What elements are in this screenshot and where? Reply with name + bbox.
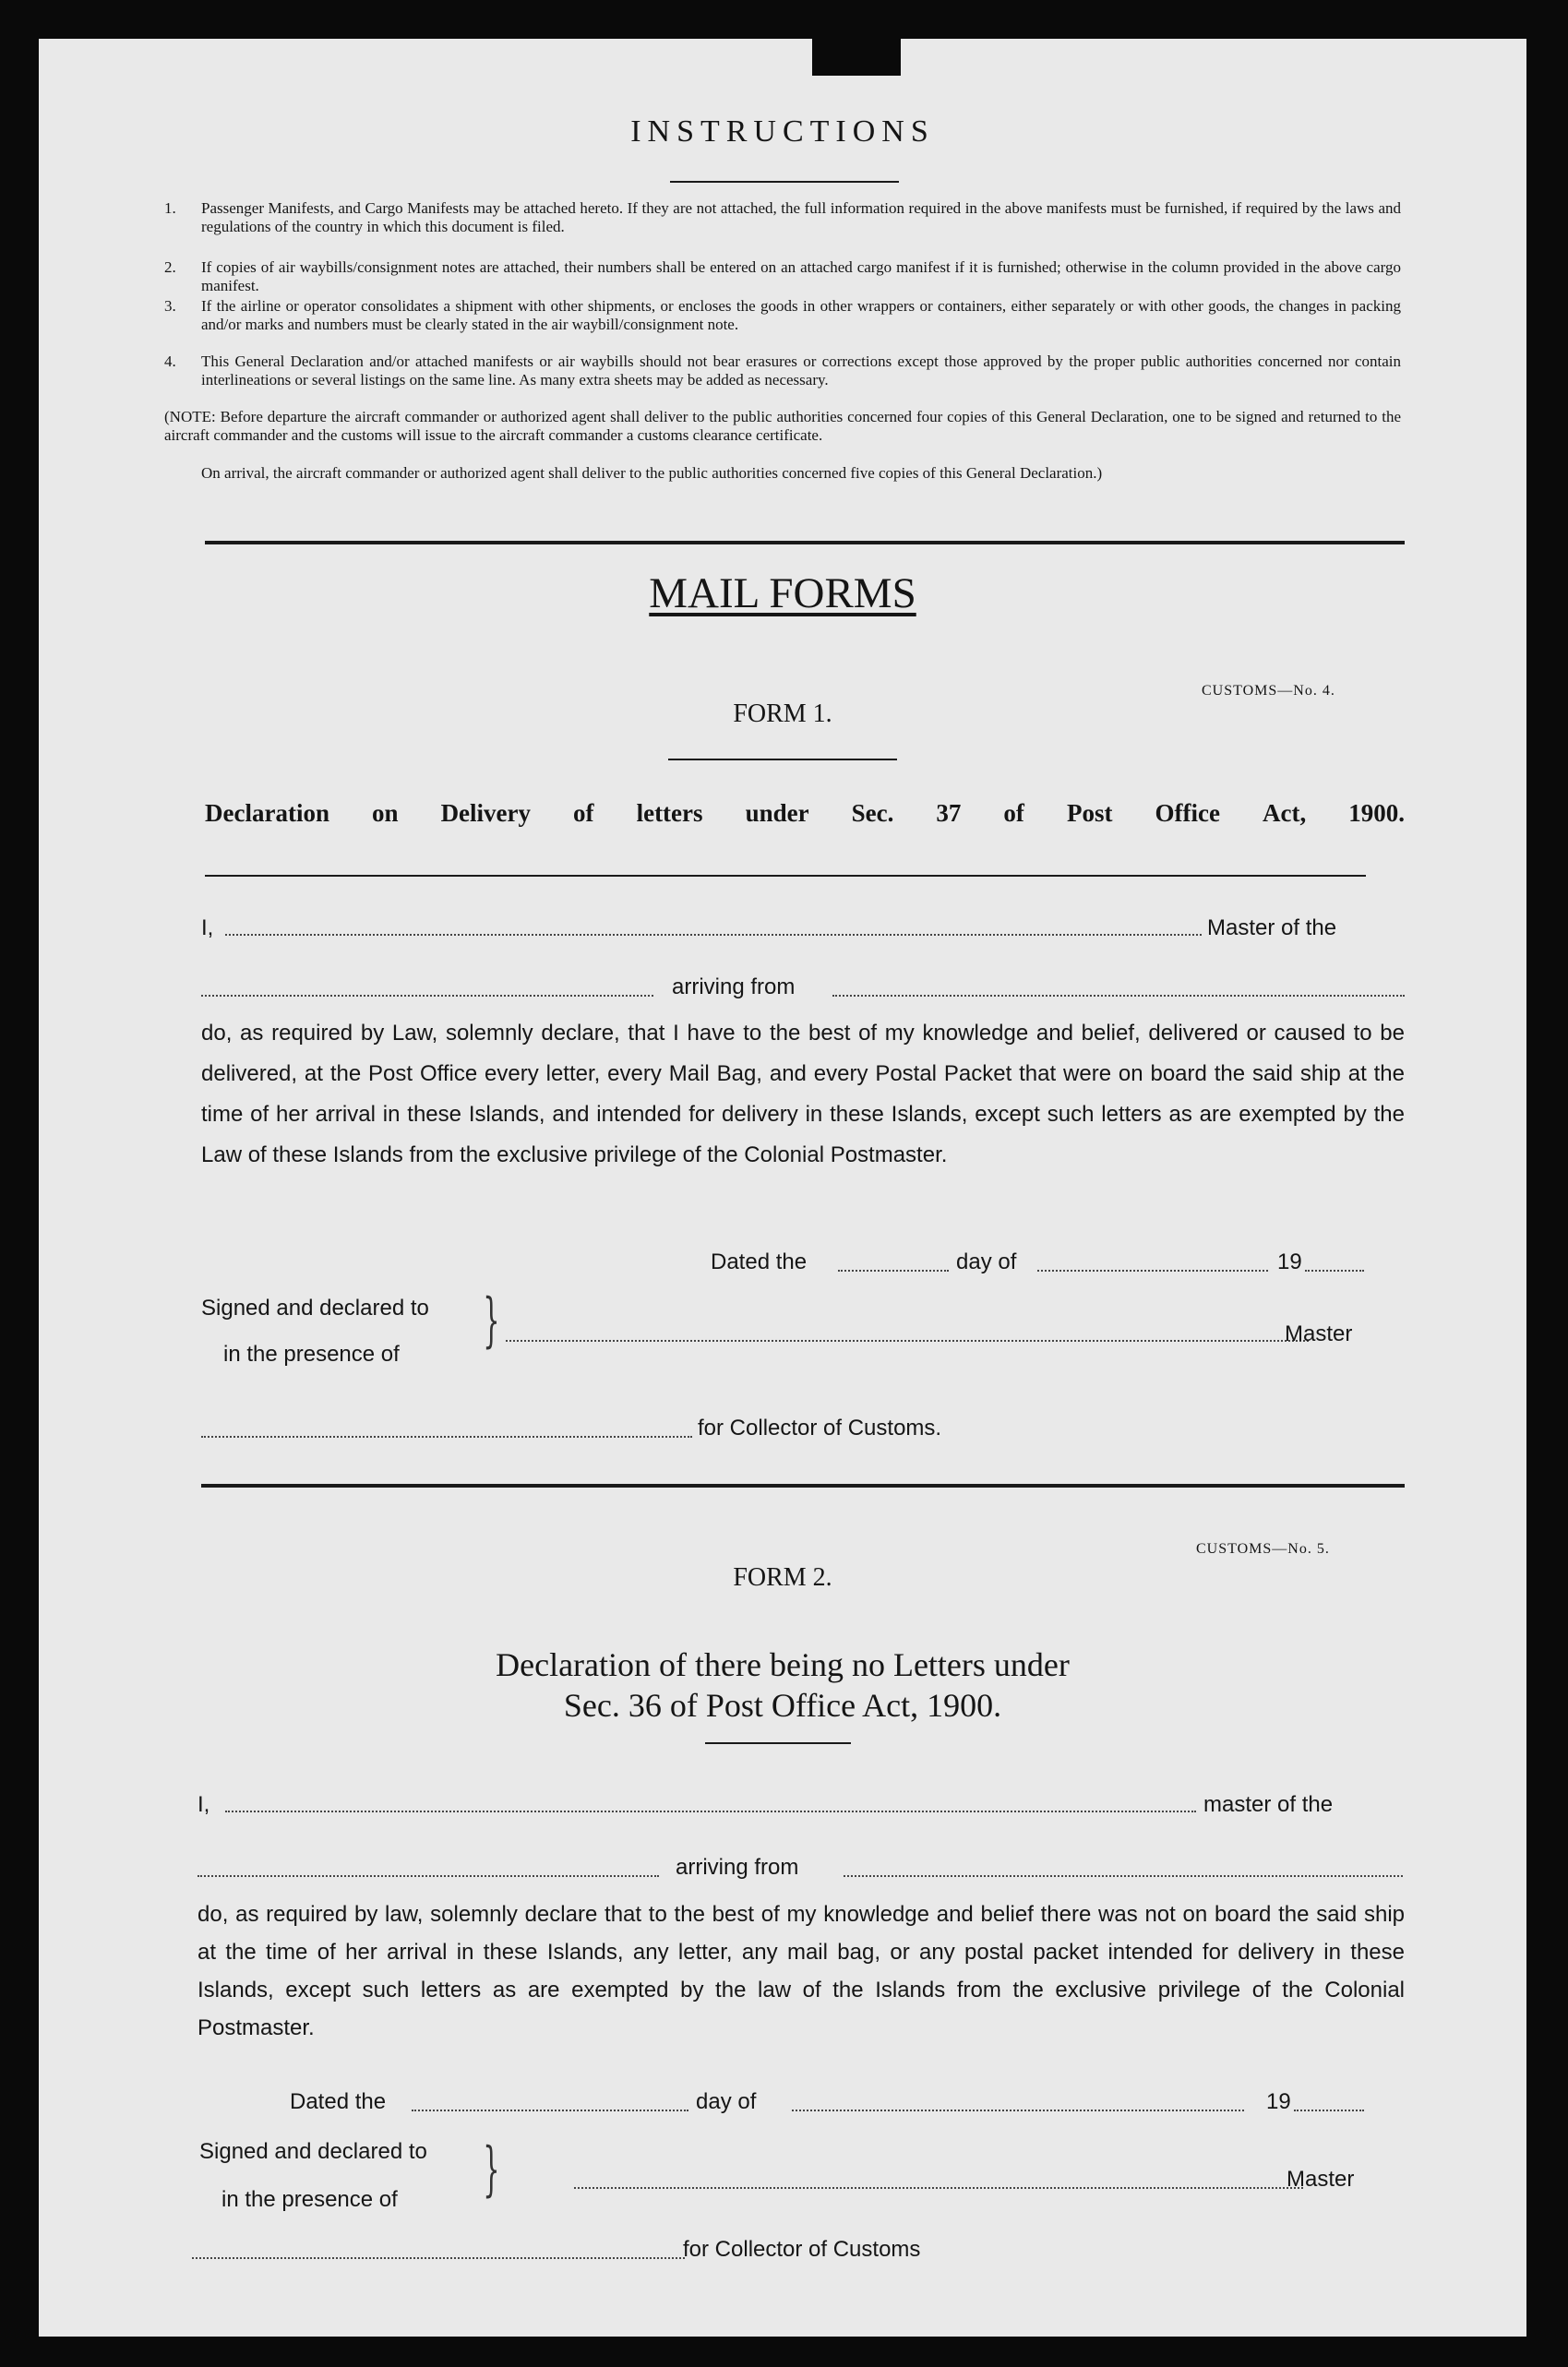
form1-declaration-word: Delivery	[440, 799, 532, 827]
section-divider	[205, 541, 1405, 544]
form1-declaration-word: 37	[936, 799, 962, 827]
form1-year-prefix: 19	[1277, 1249, 1302, 1274]
form2-master-label: Master	[1287, 2167, 1355, 2192]
form1-declaration-word: of	[573, 799, 594, 827]
form1-month-field[interactable]	[1037, 1270, 1268, 1272]
form1-day-field[interactable]	[838, 1270, 949, 1272]
document-page	[39, 39, 1526, 2337]
form1-arriving-from: arriving from	[672, 974, 796, 999]
binding-tab	[812, 39, 901, 76]
form2-year-prefix: 19	[1266, 2089, 1291, 2114]
form2-declaration-line2: Sec. 36 of Post Office Act, 1900.	[563, 1687, 1002, 1724]
form1-i-label: I,	[201, 915, 214, 940]
form2-month-field[interactable]	[792, 2110, 1244, 2111]
form2-declaration-title	[39, 1644, 1526, 1726]
form1-collector-label: for Collector of Customs.	[698, 1416, 942, 1441]
mail-forms-title: MAIL FORMS	[649, 569, 916, 617]
form2-brace: }	[483, 2135, 500, 2204]
form1-declaration-word: Declaration	[205, 799, 329, 827]
instruction-item-1: 1. Passenger Manifests, and Cargo Manifests may be attached hereto. If they are not attached, the full information required in the above manifests must be furnished, if required by the laws and regulations of the country in which this document is filed.	[164, 199, 1401, 235]
form1-declaration-word: Act,	[1262, 799, 1307, 827]
form1-year-field[interactable]	[1305, 1270, 1364, 1272]
form2-year-field[interactable]	[1294, 2110, 1364, 2111]
form1-declaration-word: Post	[1066, 799, 1113, 827]
form2-name-field[interactable]	[225, 1811, 1196, 1812]
form1-customs-no: CUSTOMS—No. 4.	[1202, 683, 1335, 699]
instruction-item-4: 4. This General Declaration and/or attached manifests or air waybills should not bear erasures or corrections except those approved by the proper public authorities concerned nor contain interlineations or several listings on the same line. As many extra sheets may be added as necessary.	[164, 353, 1401, 389]
form1-declaration-word: on	[372, 799, 399, 827]
form1-declaration-word: Office	[1155, 799, 1220, 827]
form2-collector-field[interactable]	[192, 2257, 685, 2259]
form1-ship-field[interactable]	[201, 995, 653, 997]
instructions-title: INSTRUCTIONS	[630, 114, 935, 149]
form1-declaration-word: under	[745, 799, 809, 827]
form2-declaration-line1: Declaration of there being no Letters under	[496, 1646, 1070, 1683]
form1-signature-field[interactable]	[506, 1340, 1309, 1342]
form2-day-of: day of	[696, 2089, 757, 2114]
form1-declaration-word: of	[1003, 799, 1024, 827]
form1-brace: }	[483, 1286, 500, 1355]
form2-day-field[interactable]	[412, 2110, 688, 2111]
form2-arriving-field[interactable]	[844, 1875, 1403, 1877]
form2-arriving-from: arriving from	[676, 1855, 799, 1880]
instruction-note: (NOTE: Before departure the aircraft commander or authorized agent shall deliver to the public authorities concerned four copies of this General Declaration, one to be signed and returned to the aircraft commander and the customs will issue to the aircraft commander a customs clearance certificate.	[164, 408, 1401, 444]
form1-master-label: Master	[1285, 1321, 1353, 1346]
instruction-item-2: 2. If copies of air waybills/consignment notes are attached, their numbers shall be entered on an attached cargo manifest if it is furnished; otherwise in the column provided in the above cargo manifest.	[164, 258, 1401, 294]
form2-body-text: do, as required by law, solemnly declare that to the best of my knowledge and belief there was not on board the said ship at the time of her arrival in these Islands, any letter, any mail bag, or any postal packet intended for delivery in these Islands, except such letters as are exempted by the law of the Islands from the exclusive privilege of the Colonial Postmaster.	[197, 1902, 1405, 2040]
form2-i-label: I,	[197, 1792, 210, 1817]
form1-name-field[interactable]	[225, 934, 1202, 936]
instruction-note-arrival: On arrival, the aircraft commander or authorized agent shall deliver to the public authorities concerned five copies of this General Declaration.)	[201, 464, 1103, 482]
form1-day-of: day of	[956, 1249, 1017, 1274]
form2-collector-label: for Collector of Customs	[683, 2237, 921, 2262]
form2-heading: FORM 2.	[733, 1563, 832, 1592]
form1-declaration-word: letters	[636, 799, 703, 827]
form1-signed-line2: in the presence of	[223, 1342, 400, 1367]
title-underline	[670, 181, 899, 183]
form2-signature-field[interactable]	[574, 2187, 1303, 2189]
form1-heading: FORM 1.	[733, 699, 832, 728]
form2-ship-field[interactable]	[197, 1875, 659, 1877]
form1-declaration-word: Sec.	[851, 799, 894, 827]
form1-body-text: do, as required by Law, solemnly declare, that I have to the best of my knowledge and belief, delivered or caused to be delivered, at the Post Office every letter, every Mail Bag, and every Postal Packet that were on board the said ship at the time of her arrival in these Islands, and intended for delivery in these Islands, except such letters as are exempted by the Law of these Islands from the exclusive privilege of the Colonial Postmaster.	[201, 1021, 1405, 1167]
form2-customs-no: CUSTOMS—No. 5.	[1196, 1541, 1330, 1557]
form1-dated-the: Dated the	[711, 1249, 808, 1274]
form1-collector-field[interactable]	[201, 1436, 692, 1438]
form2-master-of-the: master of the	[1203, 1792, 1334, 1817]
form1-arriving-field[interactable]	[832, 995, 1405, 997]
form1-declaration-title	[205, 799, 1405, 828]
form-divider	[201, 1484, 1405, 1488]
instruction-item-3: 3. If the airline or operator consolidates a shipment with other shipments, or encloses the goods in other wrappers or containers, either separately or with other goods, the changes in packing and/or marks and numbers must be clearly stated in the air waybill/consignment note.	[164, 297, 1401, 333]
form2-title-underline	[705, 1742, 851, 1744]
form2-dated-the: Dated the	[290, 2089, 387, 2114]
form1-master-of-the: Master of the	[1207, 915, 1337, 940]
form2-signed-line2: in the presence of	[221, 2187, 398, 2212]
form1-signed-line1: Signed and declared to	[201, 1296, 429, 1321]
form1-declaration-word: 1900.	[1348, 799, 1405, 827]
form1-title-rule	[205, 875, 1366, 877]
form2-signed-line1: Signed and declared to	[199, 2139, 427, 2164]
form1-heading-underline	[668, 759, 897, 760]
